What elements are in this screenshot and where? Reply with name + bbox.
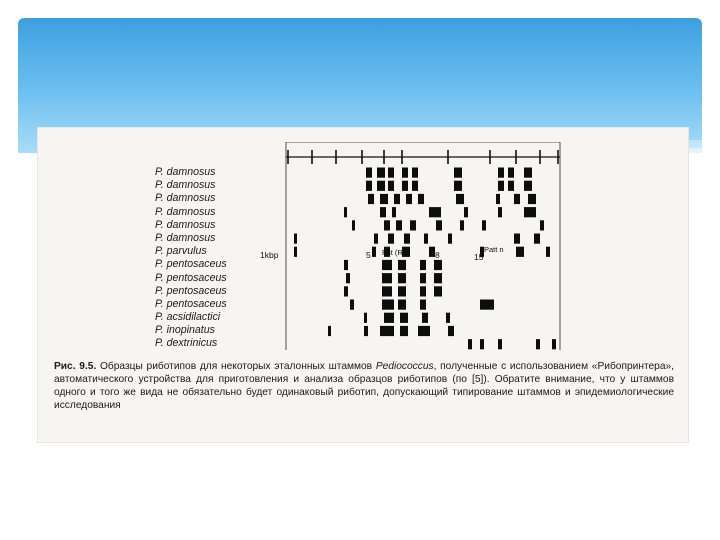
strain-label: P. inopinatus bbox=[155, 324, 215, 337]
gel-band bbox=[388, 234, 394, 244]
gel-band bbox=[384, 220, 390, 230]
caption-text-1: Образцы риботипов для некоторых эталонных штаммов bbox=[96, 361, 376, 372]
gel-band bbox=[524, 207, 536, 217]
gel-band bbox=[508, 181, 514, 191]
gel-band bbox=[434, 273, 442, 283]
marker-15: 15 bbox=[474, 252, 484, 262]
gel-band bbox=[420, 273, 426, 283]
gel-band bbox=[366, 168, 372, 178]
caption-label: Рис. 9.5. bbox=[54, 361, 97, 372]
gel-band bbox=[382, 300, 394, 310]
gel-band bbox=[372, 247, 376, 257]
gel-band bbox=[366, 181, 372, 191]
gel-band bbox=[364, 313, 367, 323]
gel-band bbox=[394, 194, 400, 204]
gel-band bbox=[524, 168, 532, 178]
gel-band bbox=[402, 168, 408, 178]
gel-band bbox=[524, 181, 532, 191]
gel-band bbox=[516, 247, 524, 257]
gel-band bbox=[294, 234, 297, 244]
gel-band bbox=[328, 326, 331, 336]
gel-band bbox=[382, 260, 392, 270]
gel-band bbox=[404, 234, 410, 244]
gel-band bbox=[377, 181, 385, 191]
gel-band bbox=[380, 207, 386, 217]
gel-band bbox=[364, 326, 368, 336]
gel-band bbox=[382, 273, 392, 283]
strain-label: P. parvulus bbox=[155, 245, 207, 258]
strain-label: P. pentosaceus bbox=[155, 271, 227, 284]
gel-band bbox=[344, 286, 348, 296]
gel-band bbox=[454, 168, 462, 178]
gel-band bbox=[420, 260, 426, 270]
gel-band bbox=[540, 220, 544, 230]
strain-label: P. pentosaceus bbox=[155, 284, 227, 297]
gel-band bbox=[454, 181, 462, 191]
gel-band bbox=[344, 260, 348, 270]
gel-band bbox=[380, 326, 394, 336]
gel-band bbox=[406, 194, 412, 204]
gel-band bbox=[412, 168, 418, 178]
figure-caption bbox=[54, 360, 674, 412]
marker-kbp: 1kbp bbox=[260, 250, 279, 260]
gel-band bbox=[496, 194, 500, 204]
gel-band bbox=[434, 286, 442, 296]
strain-list bbox=[155, 166, 275, 351]
gel-band bbox=[480, 300, 494, 310]
gel-band bbox=[480, 339, 484, 349]
gel-band bbox=[498, 339, 502, 349]
strain-label: P. damnosus bbox=[155, 231, 216, 244]
strain-label: P. damnosus bbox=[155, 179, 216, 192]
gel-band bbox=[429, 207, 441, 217]
marker-patt: Patt n bbox=[484, 245, 504, 254]
gel-band bbox=[388, 168, 394, 178]
gel-band bbox=[398, 300, 406, 310]
gel-band bbox=[508, 168, 514, 178]
gel-band bbox=[396, 220, 402, 230]
gel-band bbox=[552, 339, 556, 349]
gel-band bbox=[392, 207, 396, 217]
strain-label: P. damnosus bbox=[155, 166, 216, 178]
gel-band bbox=[498, 168, 504, 178]
marker-8: 8 bbox=[435, 250, 440, 260]
gel-band bbox=[294, 247, 297, 257]
gel-band bbox=[377, 168, 385, 178]
gel-band bbox=[410, 220, 416, 230]
gel-band bbox=[382, 286, 392, 296]
strain-label: P. damnosus bbox=[155, 218, 216, 231]
gel-band bbox=[498, 181, 504, 191]
gel-band bbox=[464, 207, 468, 217]
gel-band bbox=[346, 273, 350, 283]
strain-label: P. dextrinicus bbox=[155, 337, 218, 350]
caption-text-2: , полученные с использованием «Рибопринтера», автоматического устройства для приготовления и анализа образцов риботипов (по [5]). Обратите внимание, что у штаммов одного и того же вида не обязательно будет одинаковый риботип, допускающий типирование штаммов и эпидемиологические исследования bbox=[54, 361, 674, 412]
gel-band bbox=[534, 234, 540, 244]
gel-band bbox=[400, 313, 408, 323]
gel-band bbox=[402, 181, 408, 191]
strain-label: P. pentosaceus bbox=[155, 258, 227, 271]
gel-band bbox=[374, 234, 378, 244]
marker-pst: Pst (R) bbox=[382, 248, 406, 257]
gel-band bbox=[412, 181, 418, 191]
gel-band bbox=[398, 286, 406, 296]
gel-band bbox=[448, 326, 454, 336]
gel-band bbox=[380, 194, 388, 204]
strain-label: P. damnosus bbox=[155, 205, 216, 218]
gel-band bbox=[528, 194, 536, 204]
gel-band bbox=[514, 194, 520, 204]
caption-genus: Pediococcus bbox=[375, 361, 434, 372]
gel-band bbox=[384, 313, 394, 323]
gel-band bbox=[398, 260, 406, 270]
strain-label: P. damnosus bbox=[155, 192, 216, 205]
gel-band bbox=[498, 207, 502, 217]
gel-band bbox=[352, 220, 355, 230]
marker-5: 5 bbox=[366, 250, 371, 260]
gel-band bbox=[482, 220, 486, 230]
gel-band bbox=[434, 260, 442, 270]
gel-band bbox=[368, 194, 374, 204]
gel-band bbox=[424, 234, 428, 244]
figure-image bbox=[38, 128, 688, 442]
strain-label: P. pentosaceus bbox=[155, 297, 227, 310]
gel-band bbox=[418, 194, 424, 204]
gel-band bbox=[514, 234, 520, 244]
gel-band bbox=[398, 273, 406, 283]
gel-band bbox=[420, 286, 426, 296]
strain-label: P. acsidilactici bbox=[155, 311, 221, 324]
gel-band bbox=[344, 207, 347, 217]
gel-band bbox=[448, 234, 452, 244]
gel-band bbox=[350, 300, 354, 310]
ribotype-gel-image bbox=[284, 142, 562, 350]
gel-band bbox=[418, 326, 430, 336]
gel-band bbox=[468, 339, 472, 349]
gel-band bbox=[420, 300, 426, 310]
gel-band bbox=[460, 220, 464, 230]
gel-band bbox=[546, 247, 550, 257]
gel-band bbox=[446, 313, 450, 323]
gel-band bbox=[436, 220, 442, 230]
gel-band bbox=[388, 181, 394, 191]
gel-band bbox=[422, 313, 428, 323]
gel-band bbox=[456, 194, 464, 204]
gel-band bbox=[536, 339, 540, 349]
gel-band bbox=[400, 326, 408, 336]
